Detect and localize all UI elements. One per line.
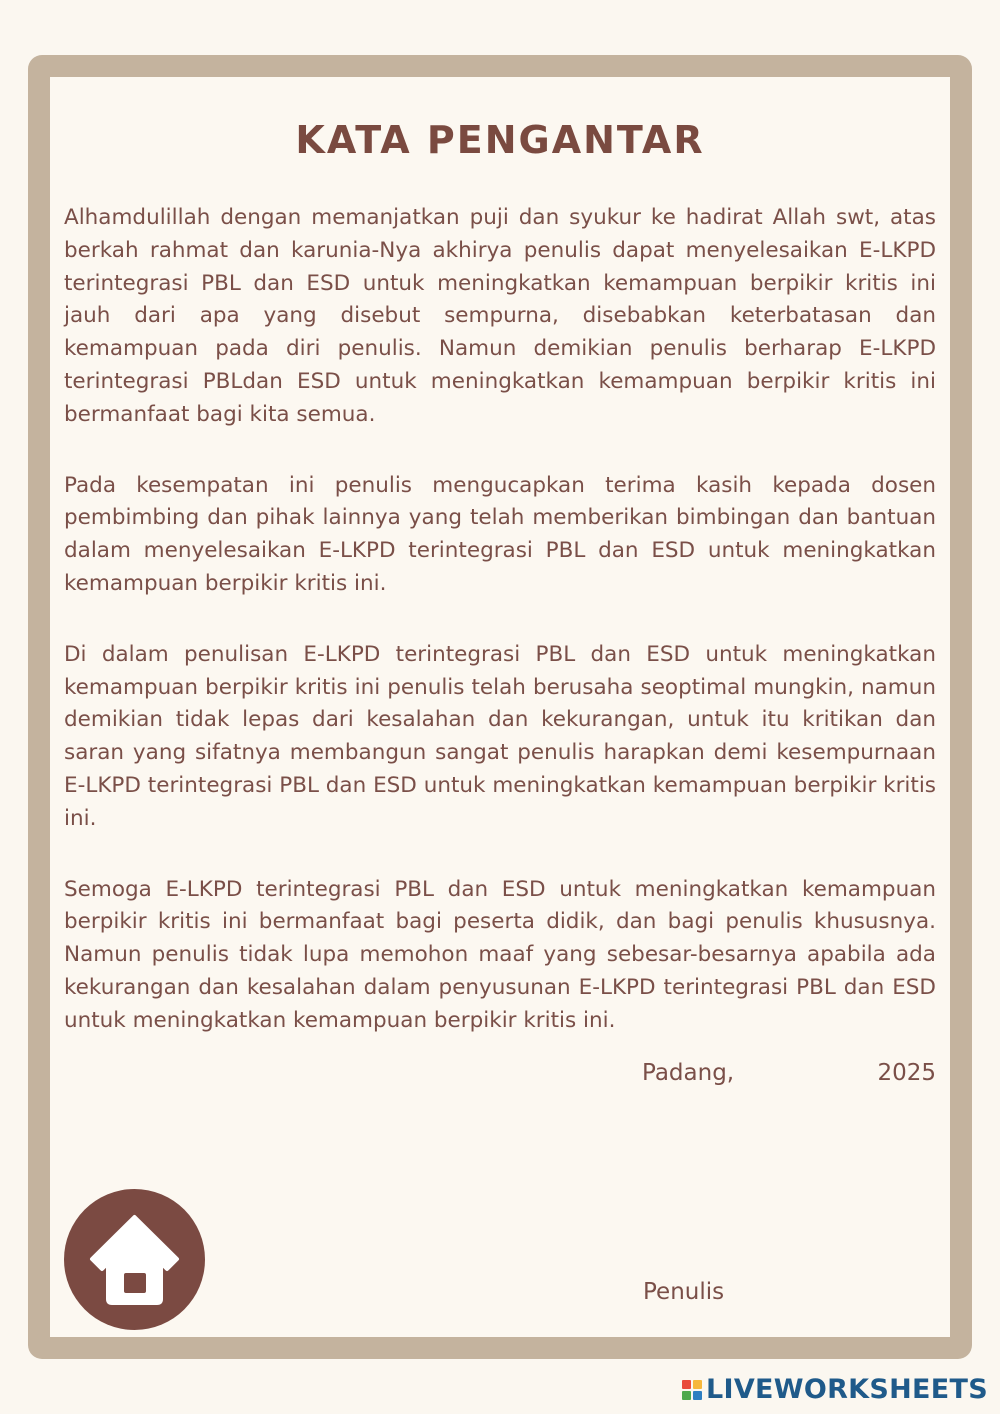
preface-body	[64, 202, 936, 1076]
home-button[interactable]	[64, 1189, 205, 1330]
brand-mark-icon	[682, 1380, 702, 1400]
paragraph-4: Semoga E-LKPD terintegrasi PBL dan ESD untuk meningkatkan kemampuan berpikir kritis ini bermanfaat bagi peserta didik, dan bagi penulis khususnya. Namun penulis tidak lupa memohon maaf yang sebesar-besarnya apabila ada kekurangan dan kesalahan dalam penyusunan E-LKPD terintegrasi PBL dan ESD untuk meningkatkan kemampuan berpikir kritis ini.	[64, 876, 936, 1033]
date-line	[642, 1060, 936, 1086]
brand-name: LIVEWORKSHEETS	[705, 1374, 988, 1405]
year-text: 2025	[877, 1060, 936, 1086]
paragraph-1: Alhamdulillah dengan memanjatkan puji dan syukur ke hadirat Allah swt, atas berkah rahmat dan karunia-Nya akhirya penulis dapat menyelesaikan E-LKPD terintegrasi PBL dan ESD untuk meningkatkan kemampuan berpikir kritis ini jauh dari apa yang disebut sempurna, disebabkan keterbatasan dan kemampuan pada diri penulis. Namun demikian penulis berharap E-LKPD terintegrasi PBLdan ESD untuk meningkatkan kemampuan berpikir kritis ini bermanfaat bagi kita semua.	[64, 205, 936, 427]
place-text: Padang,	[642, 1060, 735, 1086]
paragraph-3: Di dalam penulisan E-LKPD terintegrasi PBL dan ESD untuk meningkatkan kemampuan berpikir kritis ini penulis telah berusaha seoptimal mungkin, namun demikian tidak lepas dari kesalahan dan kekurangan, untuk itu kritikan dan saran yang sifatnya membangun sangat penulis harapkan demi kesempurnaan E-LKPD terintegrasi PBL dan ESD untuk meningkatkan kemampuan berpikir kritis ini.	[64, 641, 936, 831]
paragraph-2: Pada kesempatan ini penulis mengucapkan terima kasih kepada dosen pembimbing dan pihak lainnya yang telah memberikan bimbingan dan bantuan dalam menyelesaikan E-LKPD terintegrasi PBL dan ESD untuk meningkatkan kemampuan berpikir kritis ini.	[64, 472, 936, 596]
signer-text: Penulis	[643, 1279, 725, 1305]
home-icon	[64, 1189, 205, 1330]
page-title: KATA PENGANTAR	[295, 118, 705, 162]
brand-logo	[682, 1374, 988, 1405]
